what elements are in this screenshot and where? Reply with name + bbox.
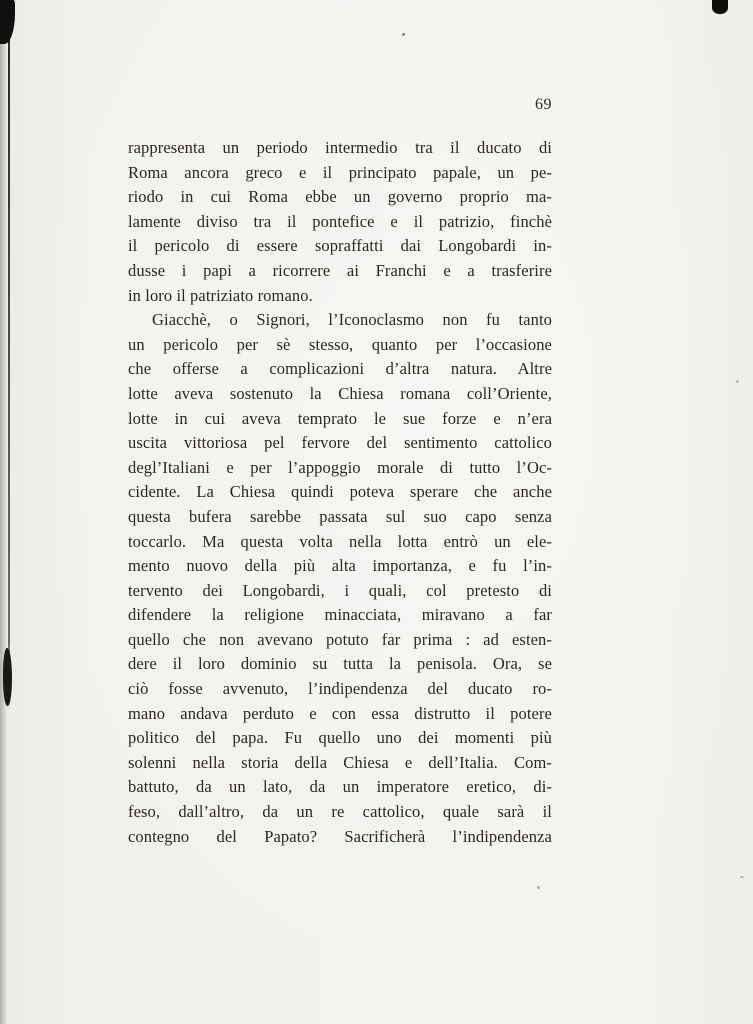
ink-speck [740, 876, 744, 878]
ink-speck [736, 380, 739, 383]
text-line: uscita vittoriosa pel fervore del sentimento cattolico [128, 433, 552, 453]
text-line: cidente. La Chiesa quindi poteva sperare che anche [128, 482, 552, 502]
text-line: solenni nella storia della Chiesa e dell’Italia. Com- [128, 752, 552, 772]
text-line: ciò fosse avvenuto, l’indipendenza del ducato ro- [128, 679, 552, 699]
text-line: il pericolo di essere sopraffatti dai Longobardi in- [128, 236, 552, 256]
text-line: dusse i papi a ricorrere ai Franchi e a trasferire [128, 260, 552, 280]
page-number: 69 [535, 96, 552, 113]
text-line: mento nuovo della più alta importanza, e fu l’in- [128, 556, 552, 576]
page-left-edge-shadow [0, 0, 7, 1024]
text-line: in loro il patriziato romano. [128, 285, 313, 305]
text-line: toccarlo. Ma questa volta nella lotta entrò un ele- [128, 531, 552, 551]
text-line: un pericolo per sè stesso, quanto per l’occasione [128, 334, 552, 354]
scan-artifact-top-left [0, 0, 15, 44]
text-line: lamente diviso tra il pontefice e il patrizio, finchè [128, 211, 552, 231]
ink-speck [402, 33, 405, 36]
text-line: Roma ancora greco e il principato papale, un pe- [128, 162, 552, 182]
text-block [128, 136, 552, 849]
text-line: lotte in cui aveva temprato le sue forze e n’era [128, 408, 552, 428]
text-line: che offerse a complicazioni d’altra natura. Altre [128, 359, 552, 379]
text-line: Giacchè, o Signori, l’Iconoclasmo non fu tanto [152, 310, 552, 330]
text-line: tervento dei Longobardi, i quali, col pretesto di [128, 580, 552, 600]
text-line: questa bufera sarebbe passata sul suo capo senza [128, 506, 552, 526]
text-line: rappresenta un periodo intermedio tra il ducato di [128, 138, 552, 157]
text-line: politico del papa. Fu quello uno dei momenti più [128, 728, 552, 748]
text-line: difendere la religione minacciata, miravano a far [128, 605, 552, 625]
text-line: quello che non avevano potuto far prima : ad esten- [128, 629, 552, 649]
text-line: dere il loro dominio su tutta la penisola. Ora, se [128, 654, 552, 674]
text-line: feso, dall’altro, da un re cattolico, quale sarà il [128, 802, 552, 822]
scan-artifact-top-right [712, 0, 728, 14]
text-line: riodo in cui Roma ebbe un governo proprio ma- [128, 187, 552, 207]
text-line: lotte aveva sostenuto la Chiesa romana coll’Oriente, [128, 383, 552, 403]
scan-artifact-left-middle [3, 648, 12, 706]
text-line: contegno del Papato? Sacrificherà l’indipendenza [128, 826, 552, 846]
text-line: battuto, da un lato, da un imperatore eretico, di- [128, 777, 552, 797]
text-line: degl’Italiani e per l’appoggio morale di tutto l’Oc- [128, 457, 552, 477]
ink-speck [537, 886, 540, 889]
binding-line-artifact [8, 0, 10, 712]
text-line: mano andava perduto e con essa distrutto il potere [128, 703, 552, 723]
